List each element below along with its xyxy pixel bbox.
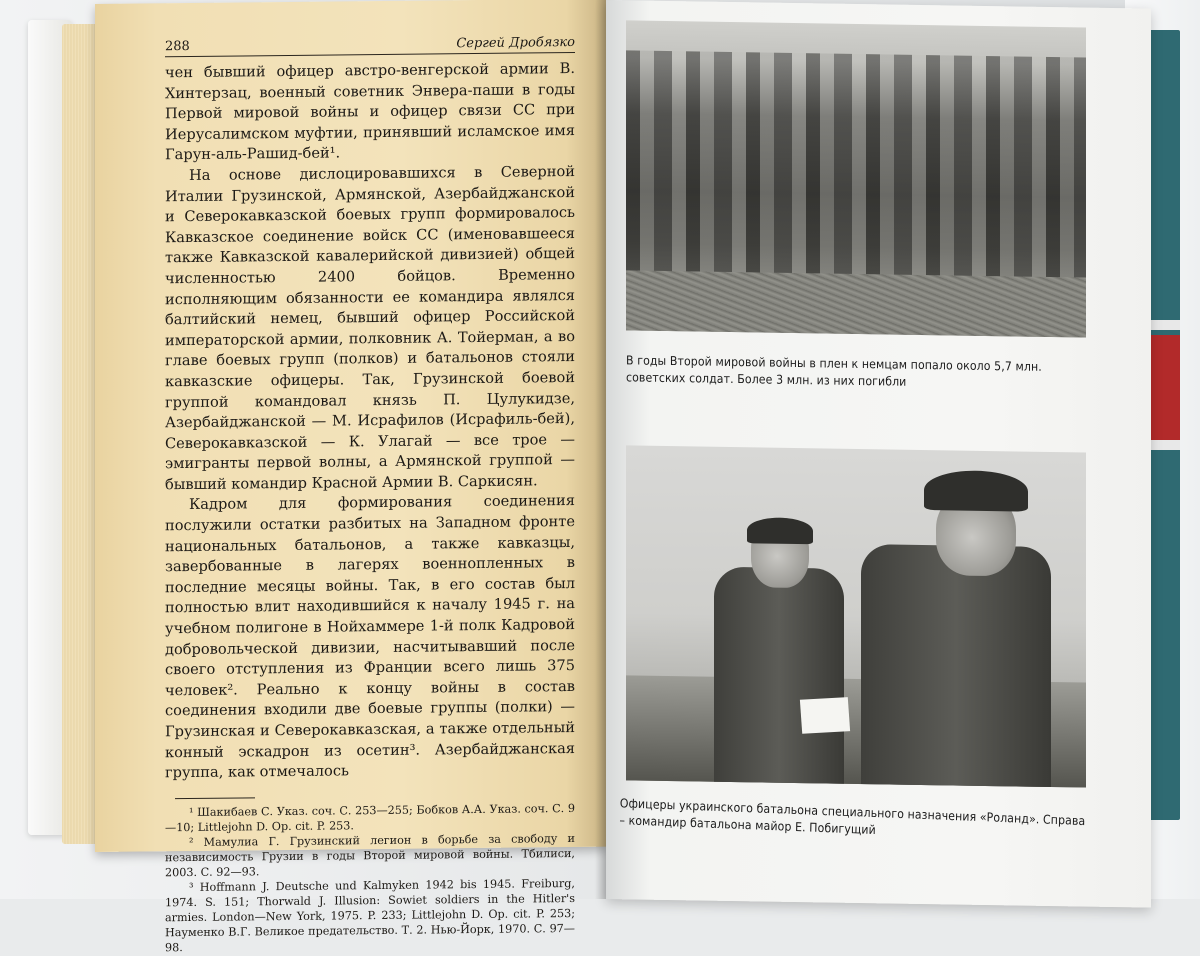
paragraph: чен бывший офицер австро-венгерской армии В. Хинтерзац, военный советник Энвера-паши в годы Первой мировой войны и офицер связи СС при Иерусалимском муфтии, принявший исламское имя Гарун-аль-Рашид-бей¹. — [165, 59, 575, 164]
body-text — [165, 59, 575, 784]
caption-top: В годы Второй мировой войны в плен к немцам попало около 5,7 млн. советских солдат. Более 3 млн. из них погибли — [626, 353, 1042, 389]
officer-figure — [714, 567, 844, 784]
footnotes — [165, 801, 575, 955]
cover-red-band — [1146, 335, 1180, 440]
right-page — [606, 0, 1151, 908]
footnote-divider — [175, 797, 255, 799]
page-number: 288 — [165, 39, 190, 55]
footnote: ³ Hoffmann J. Deutsche und Kalmyken 1942 bis 1945. Freiburg, 1974. S. 151; Thorwald J. Illusion: Sowiet soldiers in the Hitler's armies. London—New York, 1975. P. 233; Littlejohn D. Op. cit. P. 253; Науменко В.Г. Великое предательство. Т. 2. Нью-Йорк, 1970. С. 97—98. — [165, 876, 575, 955]
officers-photo — [626, 445, 1086, 787]
footnote: ¹ Шакибаев С. Указ. соч. С. 253—255; Бобков А.А. Указ. соч. С. 9—10; Littlejohn D. Op. cit. P. 253. — [165, 801, 575, 835]
running-head — [165, 35, 575, 57]
footnote: ² Мамулиа Г. Грузинский легион в борьбе за свободу и независимость Грузии в годы Второй мировой войны. Тбилиси, 2003. С. 92—93. — [165, 831, 575, 880]
caption-bottom: Офицеры украинского батальона специального назначения «Роланд». Справа – командир батальона майор Е. Побигущий — [619, 796, 1086, 838]
prisoners-photo — [626, 20, 1086, 337]
officer-figure — [861, 544, 1051, 787]
cover-color-stripe — [1146, 30, 1180, 820]
paragraph: Кадром для формирования соединения послужили остатки разбитых на Западном фронте национальных батальонов, а также кавказцы, завербованные в лагерях военнопленных в последние месяцы войны. Так, в его состав был полностью влит находившийся к началу 1945 г. на учебном полигоне в Нойхаммере 1-й полк Кадровой добровольческой дивизии, насчитывавший после своего отступления из Франции всего лишь 375 человек². Реально к концу войны в состав соединения входили две боевые группы (полки) — Грузинская и Северокавказская, а также отдельный конный эскадрон из осетин³. Азербайджанская группа, как отмечалось — [165, 492, 575, 782]
paragraph: На основе дислоцировавшихся в Северной Италии Грузинской, Армянской, Азербайджанской и Северокавказской боевых групп формировалось Кавказское соединение войск СС (именовавшееся также Кавказской кавалерийской дивизией) общей численностью 2400 бойцов. Временно исполняющим обязанности ее командира являлся балтийский немец, бывший офицер Российской императорской армии, полковник А. Тойерман, а во главе боевых групп (полков) и батальонов стояли кавказские офицеры. Так, Грузинской боевой группой командовал князь П. Цулукидзе, Азербайджанской — М. Исрафилов (Исрафиль-бей), Северокавказской — К. Улагай — все трое — эмигранты первой волны, а Армянской группой — бывший командир Красной Армии В. Саркисян. — [165, 162, 575, 494]
running-head-author: Сергей Дробязко — [456, 34, 575, 52]
left-page — [95, 0, 607, 955]
